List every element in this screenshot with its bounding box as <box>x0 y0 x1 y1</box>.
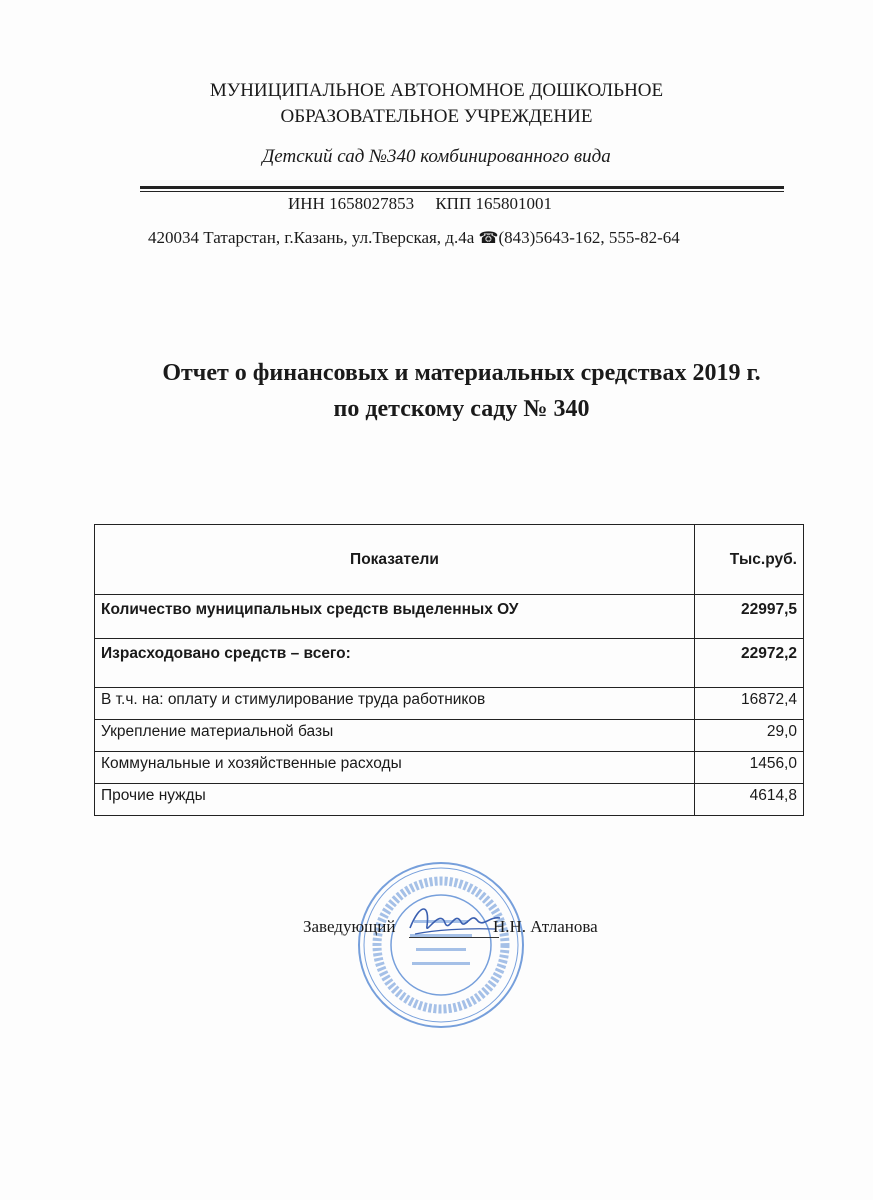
tax-ids <box>288 194 552 214</box>
signatory-name: Н.Н. Атланова <box>493 917 598 936</box>
official-stamp <box>356 860 526 1030</box>
row-value: 1456,0 <box>695 752 804 784</box>
header-rule-thin <box>140 191 784 192</box>
header-rule <box>140 186 784 189</box>
row-label: Прочие нужды <box>95 784 695 816</box>
row-label: Израсходовано средств – всего: <box>95 639 695 688</box>
column-header-amount: Тыс.руб. <box>695 525 804 595</box>
org-name-line2: ОБРАЗОВАТЕЛЬНОЕ УЧРЕЖДЕНИЕ <box>280 106 593 127</box>
finance-table <box>94 524 804 816</box>
row-value: 16872,4 <box>695 688 804 720</box>
address-line <box>148 228 680 248</box>
row-value: 4614,8 <box>695 784 804 816</box>
table-row <box>95 720 804 752</box>
row-value: 22972,2 <box>695 639 804 688</box>
row-label: В т.ч. на: оплату и стимулирование труда работников <box>95 688 695 720</box>
inn: ИНН 1658027853 <box>288 194 415 213</box>
report-title-line2: по детскому саду № 340 <box>333 396 590 422</box>
phone: (843)5643-162, 555-82-64 <box>498 228 680 247</box>
org-name-line3: Детский сад №340 комбинированного вида <box>262 146 611 167</box>
address: 420034 Татарстан, г.Казань, ул.Тверская, д.4а <box>148 228 479 247</box>
column-header-indicator: Показатели <box>95 525 695 595</box>
signatory-position: Заведующий <box>303 917 396 936</box>
report-title-line1: Отчет о финансовых и материальных средствах 2019 г. <box>162 360 761 386</box>
table-row <box>95 639 804 688</box>
phone-icon: ☎ <box>478 230 499 247</box>
table-row <box>95 688 804 720</box>
kpp: КПП 165801001 <box>435 194 552 213</box>
signature-line <box>409 937 499 938</box>
table-header-row <box>95 525 804 595</box>
row-label: Коммунальные и хозяйственные расходы <box>95 752 695 784</box>
row-value: 22997,5 <box>695 595 804 639</box>
table-row <box>95 595 804 639</box>
row-label: Укрепление материальной базы <box>95 720 695 752</box>
row-label: Количество муниципальных средств выделенных ОУ <box>95 595 695 639</box>
org-name-line1: МУНИЦИПАЛЬНОЕ АВТОНОМНОЕ ДОШКОЛЬНОЕ <box>209 80 664 101</box>
table-row <box>95 752 804 784</box>
table-row <box>95 784 804 816</box>
row-value: 29,0 <box>695 720 804 752</box>
